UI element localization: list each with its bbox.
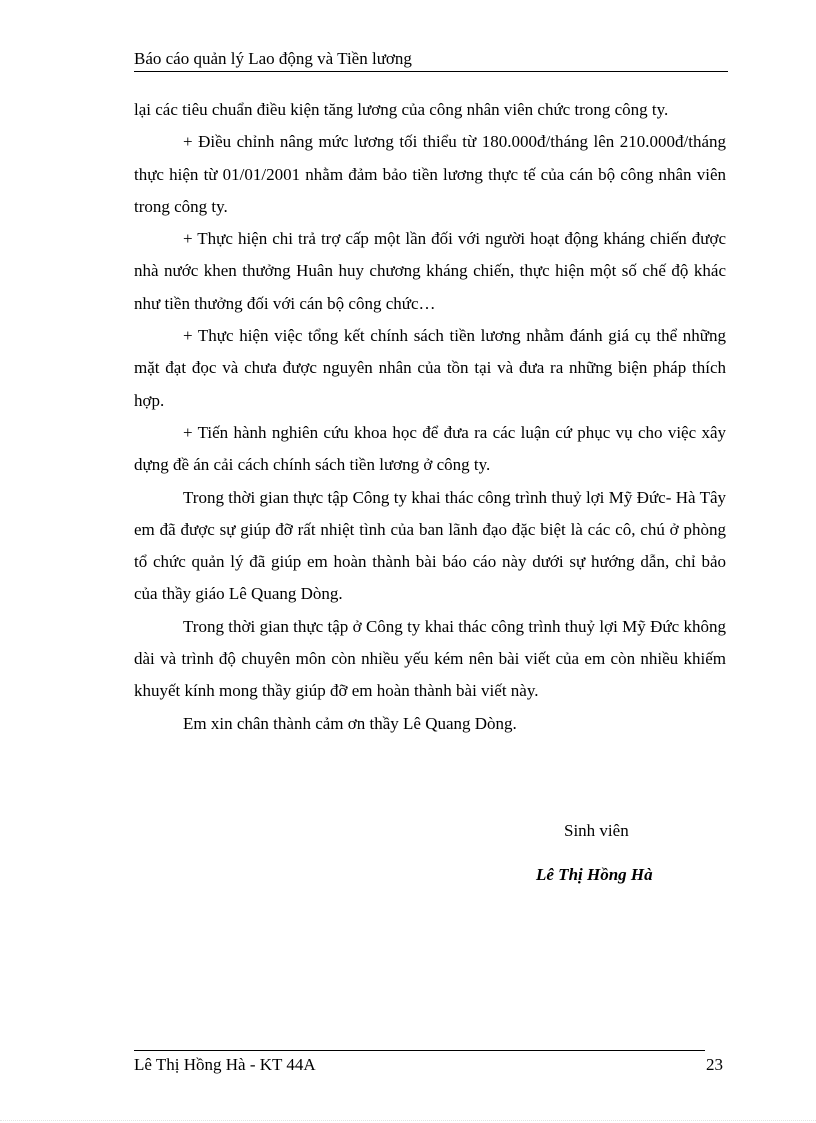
paragraph-continuation: lại các tiêu chuẩn điều kiện tăng lương của công nhân viên chức trong công ty. xyxy=(134,100,669,119)
document-body xyxy=(134,94,726,740)
paragraph-limitations: Trong thời gian thực tập ở Công ty khai thác công trình thuỷ lợi Mỹ Đức không dài và trình độ chuyên môn còn nhiều yếu kém nên bài viết của em còn nhiều khiếm khuyết kính mong thầy giúp đỡ em hoàn thành bài viết này. xyxy=(134,616,726,701)
footer-author: Lê Thị Hồng Hà - KT 44A xyxy=(134,1055,316,1074)
paragraph-closing: Em xin chân thành cảm ơn thầy Lê Quang Dòng. xyxy=(183,713,517,733)
paragraph-internship-thanks: Trong thời gian thực tập Công ty khai thác công trình thuỷ lợi Mỹ Đức- Hà Tây em đã được sự giúp đỡ rất nhiệt tình của ban lãnh đạo đặc biệt là các cô, chú ở phòng tổ chức quản lý đã giúp em hoàn thành bài báo cáo này dưới sự hướng dẫn, chỉ bảo của thầy giáo Lê Quang Dòng. xyxy=(134,487,726,604)
header-title: Báo cáo quản lý Lao động và Tiền lương xyxy=(134,49,412,68)
footer-divider xyxy=(134,1050,705,1051)
page-edge-divider xyxy=(0,1120,816,1121)
signature-name: Lê Thị Hồng Hà xyxy=(536,865,653,884)
paragraph-allowance: + Thực hiện chi trả trợ cấp một lần đối với người hoạt động kháng chiến được nhà nước khen thưởng Huân huy chương kháng chiến, thực hiện một số chế độ khác như tiền thưởng đối với cán bộ công chức… xyxy=(134,229,726,313)
signature-role: Sinh viên xyxy=(564,821,629,840)
paragraph-minimum-wage: + Điều chỉnh nâng mức lương tối thiểu từ 180.000đ/tháng lên 210.000đ/tháng thực hiện từ 01/01/2001 nhằm đảm bảo tiền lương thực tế của cán bộ công nhân viên trong công ty. xyxy=(134,132,726,216)
paragraph-policy-review: + Thực hiện việc tổng kết chính sách tiền lương nhằm đánh giá cụ thể những mặt đạt đọc và chưa được nguyên nhân của tồn tại và đưa ra những biện pháp thích hợp. xyxy=(134,326,726,410)
page-header xyxy=(134,48,728,72)
page-number: 23 xyxy=(706,1055,723,1074)
paragraph-research: + Tiến hành nghiên cứu khoa học để đưa ra các luận cứ phục vụ cho việc xây dựng đề án cải cách chính sách tiền lương ở công ty. xyxy=(134,422,726,475)
